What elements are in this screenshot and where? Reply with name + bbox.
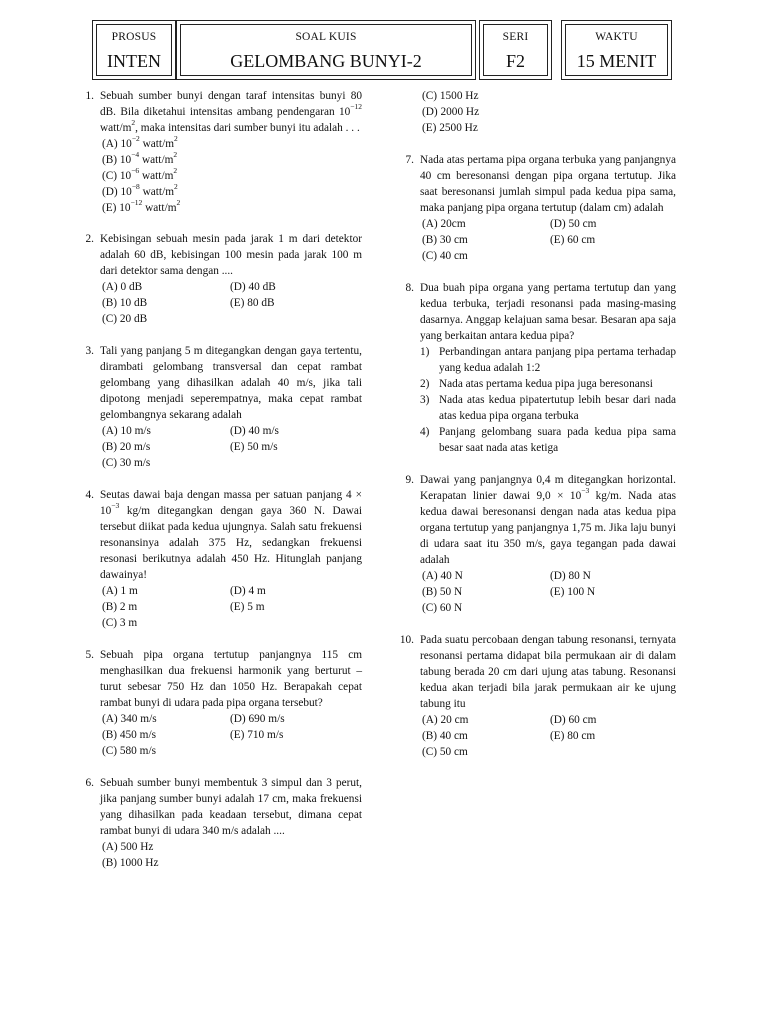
question-7 — [392, 152, 676, 264]
answer-option[interactable]: (D) 40 dB — [230, 281, 276, 293]
answer-option[interactable]: (D) 690 m/s — [230, 713, 285, 725]
answer-options — [100, 711, 362, 759]
question-number: 1. — [85, 90, 94, 102]
header-prosus-label: PROSUS — [111, 31, 157, 43]
statement-text: Perbandingan antara panjang pipa pertama terhadap yang kedua adalah 1:2 — [439, 346, 676, 374]
option-base: 10 — [120, 186, 132, 198]
statement-item — [420, 424, 676, 456]
answer-options — [420, 712, 676, 760]
superscript: 2 — [174, 134, 178, 144]
superscript: −6 — [131, 166, 140, 176]
header-soal-box — [176, 20, 476, 80]
option-label: (C) — [102, 170, 118, 182]
header-waktu-box — [561, 20, 672, 80]
superscript: 2 — [173, 166, 178, 176]
answer-options — [100, 423, 362, 471]
answer-option[interactable]: (A) 500 Hz — [102, 841, 154, 853]
option-base: 10 — [119, 154, 132, 166]
question-8 — [392, 280, 676, 456]
answer-options — [420, 568, 676, 616]
header-seri-inner — [483, 24, 548, 76]
answer-option[interactable]: (D) 40 m/s — [230, 425, 279, 437]
answer-options — [420, 88, 676, 136]
answer-option[interactable]: (B) 10 dB — [102, 297, 148, 309]
answer-option[interactable]: (E) 50 m/s — [230, 441, 278, 453]
question-3 — [72, 343, 362, 471]
answer-option[interactable]: (E) 100 N — [550, 586, 596, 598]
option-base: 10 — [119, 202, 131, 214]
answer-option[interactable]: (D) 80 N — [550, 570, 591, 582]
statement-item — [420, 344, 676, 376]
question-5 — [72, 647, 362, 759]
header-prosus-inner — [96, 24, 172, 76]
header-soal-label: SOAL KUIS — [295, 31, 357, 43]
statement-text: Nada atas pertama kedua pipa juga beresonansi — [439, 378, 653, 390]
answer-option[interactable]: (D) 2000 Hz — [422, 106, 480, 118]
question-number: 8. — [405, 282, 414, 294]
header-waktu-value: 15 MENIT — [576, 51, 657, 71]
answer-option[interactable]: (C) 3 m — [102, 617, 138, 629]
answer-option[interactable]: (B) 40 cm — [422, 730, 468, 742]
question-text: Tali yang panjang 5 m ditegangkan dengan gaya tertentu, dirambati gelombang transversal dan cepat rambat gelombang yang dihasilkan adalah 40 m/s, jika tali dipotong menjadi seperempatnya, maka cepat rambat gelombangnya sekarang adalah — [100, 345, 362, 421]
superscript: −12 — [130, 198, 143, 208]
header-soal-inner — [180, 24, 472, 76]
superscript: −12 — [350, 102, 362, 112]
answer-option[interactable] — [102, 136, 362, 152]
answer-option[interactable]: (B) 50 N — [422, 586, 463, 598]
question-text-part: Seutas dawai baja dengan massa per satuan panjang 4 × 10 — [100, 489, 362, 517]
statement-number: 4) — [420, 426, 430, 438]
answer-options — [100, 839, 362, 871]
option-label: (B) — [102, 154, 118, 166]
question-text — [100, 88, 362, 136]
answer-option[interactable]: (C) 40 cm — [422, 250, 468, 262]
answer-option[interactable]: (A) 20 cm — [422, 714, 469, 726]
header-seri-box — [479, 20, 552, 80]
question-6-continued — [392, 88, 676, 136]
statement-item — [420, 376, 676, 392]
option-label: (E) — [102, 202, 117, 214]
answer-option[interactable]: (A) 340 m/s — [102, 713, 157, 725]
answer-option[interactable]: (A) 0 dB — [102, 281, 143, 293]
answer-option[interactable] — [102, 200, 362, 216]
superscript: 2 — [176, 198, 181, 208]
statement-number: 3) — [420, 394, 430, 406]
answer-option[interactable]: (A) 40 N — [422, 570, 463, 582]
answer-options — [100, 136, 362, 216]
superscript: −2 — [131, 134, 140, 144]
option-base: 10 — [119, 170, 132, 182]
answer-option[interactable]: (B) 2 m — [102, 601, 138, 613]
statement-list — [420, 344, 676, 456]
superscript: −3 — [581, 486, 590, 496]
answer-option[interactable]: (D) 60 cm — [550, 714, 597, 726]
answer-option[interactable]: (B) 1000 Hz — [102, 857, 159, 869]
header-waktu-label: WAKTU — [595, 31, 638, 43]
option-unit: watt/m — [139, 170, 174, 182]
answer-option[interactable]: (D) 4 m — [230, 585, 266, 597]
question-9 — [392, 472, 676, 616]
superscript: 2 — [173, 150, 178, 160]
answer-option[interactable]: (A) 10 m/s — [102, 425, 151, 437]
answer-option[interactable]: (A) 20cm — [422, 218, 466, 230]
superscript: 2 — [174, 182, 178, 192]
question-text: Kebisingan sebuah mesin pada jarak 1 m dari detektor adalah 60 dB, kebisingan 100 mesin pada jarak 100 m dari detektor sama dengan .... — [100, 233, 362, 277]
option-unit: watt/m — [139, 186, 174, 198]
answer-option[interactable]: (E) 80 dB — [230, 297, 275, 309]
answer-options — [100, 583, 362, 631]
question-4 — [72, 487, 362, 631]
question-text-part: Sebuah sumber bunyi dengan taraf intensitas bunyi 80 dB. Bila diketahui intensitas ambang pendengaran 10 — [100, 90, 362, 118]
statement-number: 1) — [420, 346, 430, 358]
answer-option[interactable]: (E) 80 cm — [550, 730, 596, 742]
header-seri-value: F2 — [505, 51, 525, 71]
header-waktu-inner — [565, 24, 668, 76]
question-2 — [72, 231, 362, 327]
answer-option[interactable]: (C) 30 m/s — [102, 457, 151, 469]
right-column — [392, 88, 676, 760]
answer-option[interactable] — [102, 152, 362, 168]
question-number: 2. — [85, 233, 94, 245]
statement-text: Nada atas kedua pipatertutup lebih besar dari nada atas kedua pipa organa terbuka — [439, 394, 676, 422]
question-number: 5. — [85, 649, 94, 661]
question-number: 4. — [85, 489, 94, 501]
question-text-part: Dawai yang panjangnya 0,4 m ditegangkan horizontal. Kerapatan linier dawai 9,0 × 10 — [420, 474, 676, 502]
answer-option[interactable]: (C) 1500 Hz — [422, 90, 479, 102]
answer-option[interactable]: (B) 450 m/s — [102, 729, 156, 741]
header-seri-label: SERI — [502, 31, 529, 43]
question-text: Nada atas pertama pipa organa terbuka yang panjangnya 40 cm beresonansi dengan pipa organa tertutup. Jika saat beresonansi jumlah simpul pada kedua pipa sama, maka panjang pipa organa tertutup (dalam cm) adalah — [420, 154, 676, 214]
question-number: 3. — [85, 345, 94, 357]
header-prosus-box — [92, 20, 176, 80]
answer-option[interactable]: (E) 60 cm — [550, 234, 596, 246]
option-unit: watt/m — [139, 138, 174, 150]
question-text: Sebuah pipa organa tertutup panjangnya 115 cm menghasilkan dua frekuensi harmonik yang berturut – turut sebesar 750 Hz dan 1050 Hz. Berapakah cepat rambat bunyi di udara pada pipa organa tersebut? — [100, 649, 362, 709]
header-soal-value: GELOMBANG BUNYI-2 — [230, 51, 422, 71]
question-6 — [72, 775, 362, 871]
option-label: (A) — [102, 138, 118, 150]
question-text-part: kg/m. Nada atas kedua dawai beresonansi dengan nada atas kedua pipa organa tertutup yang panjangnya 1,75 m. Jika laju bunyi di udara saat itu 350 m/s, gaya tegangan pada dawai adalah — [420, 490, 676, 566]
superscript: 2 — [131, 118, 136, 128]
question-text: Sebuah sumber bunyi membentuk 3 simpul dan 3 perut, jika panjang sumber bunyi adalah 17 cm, maka frekuensi yang dihasilkan pada keadaan tersebut, dimana cepat rambat bunyi di udara 340 m/s adalah .... — [100, 777, 362, 837]
superscript: −8 — [131, 182, 140, 192]
question-1 — [72, 88, 362, 216]
question-text: Dua buah pipa organa yang pertama tertutup dan yang kedua terbuka, terjadi resonansi pada masing-masing dasarnya. Anggap kelajuan sama besar. Besaran apa saja yang berkaitan antara kedua pipa? — [420, 282, 676, 342]
option-unit: watt/m — [139, 154, 174, 166]
answer-option[interactable] — [102, 168, 362, 184]
question-number: 6. — [85, 777, 94, 789]
question-number: 10. — [399, 634, 414, 646]
answer-option[interactable]: (C) 580 m/s — [102, 745, 156, 757]
answer-option[interactable]: (C) 60 N — [422, 602, 463, 614]
option-base: 10 — [120, 138, 132, 150]
statement-text: Panjang gelombang suara pada kedua pipa sama besar saat nada atas ketiga — [439, 426, 676, 454]
answer-option[interactable]: (C) 20 dB — [102, 313, 148, 325]
superscript: −4 — [131, 150, 140, 160]
question-text-part: watt/m — [100, 122, 132, 134]
question-text-part: kg/m ditegangkan dengan gaya 360 N. Dawai tersebut diikat pada kedua ujungnya. Salah satu frekuensi resonansinya adalah 375 Hz, sedangkan frekuensi resonasi berikutnya adalah 450 Hz. Hitunglah panjang dawainya! — [100, 505, 362, 581]
question-number: 7. — [405, 154, 414, 166]
header-prosus-value: INTEN — [107, 51, 161, 71]
option-label: (D) — [102, 186, 118, 198]
answer-options — [420, 216, 676, 264]
option-unit: watt/m — [142, 202, 177, 214]
question-text — [100, 487, 362, 583]
left-column — [72, 88, 362, 871]
superscript: −3 — [111, 501, 120, 511]
answer-option[interactable]: (B) 30 cm — [422, 234, 468, 246]
question-number: 9. — [405, 474, 414, 486]
statement-item — [420, 392, 676, 424]
question-text: Pada suatu percobaan dengan tabung resonansi, ternyata resonansi pertama didapat bila permukaan air di dalam tabung berada 20 cm dari ujung atas tabung. Resonansi kedua akan terjadi bila jarak permukaan air ke ujung tabung itu — [420, 634, 676, 710]
question-10 — [392, 632, 676, 760]
answer-option[interactable]: (B) 20 m/s — [102, 441, 151, 453]
answer-option[interactable]: (E) 2500 Hz — [422, 122, 478, 134]
answer-options — [100, 279, 362, 327]
answer-option[interactable]: (D) 50 cm — [550, 218, 597, 230]
answer-option[interactable]: (E) 5 m — [230, 601, 265, 613]
answer-option[interactable]: (E) 710 m/s — [230, 729, 284, 741]
answer-option[interactable]: (C) 50 cm — [422, 746, 468, 758]
question-text-part: , maka intensitas dari sumber bunyi itu adalah . . . — [135, 122, 360, 134]
answer-option[interactable]: (A) 1 m — [102, 585, 138, 597]
statement-number: 2) — [420, 378, 430, 390]
question-text — [420, 472, 676, 568]
